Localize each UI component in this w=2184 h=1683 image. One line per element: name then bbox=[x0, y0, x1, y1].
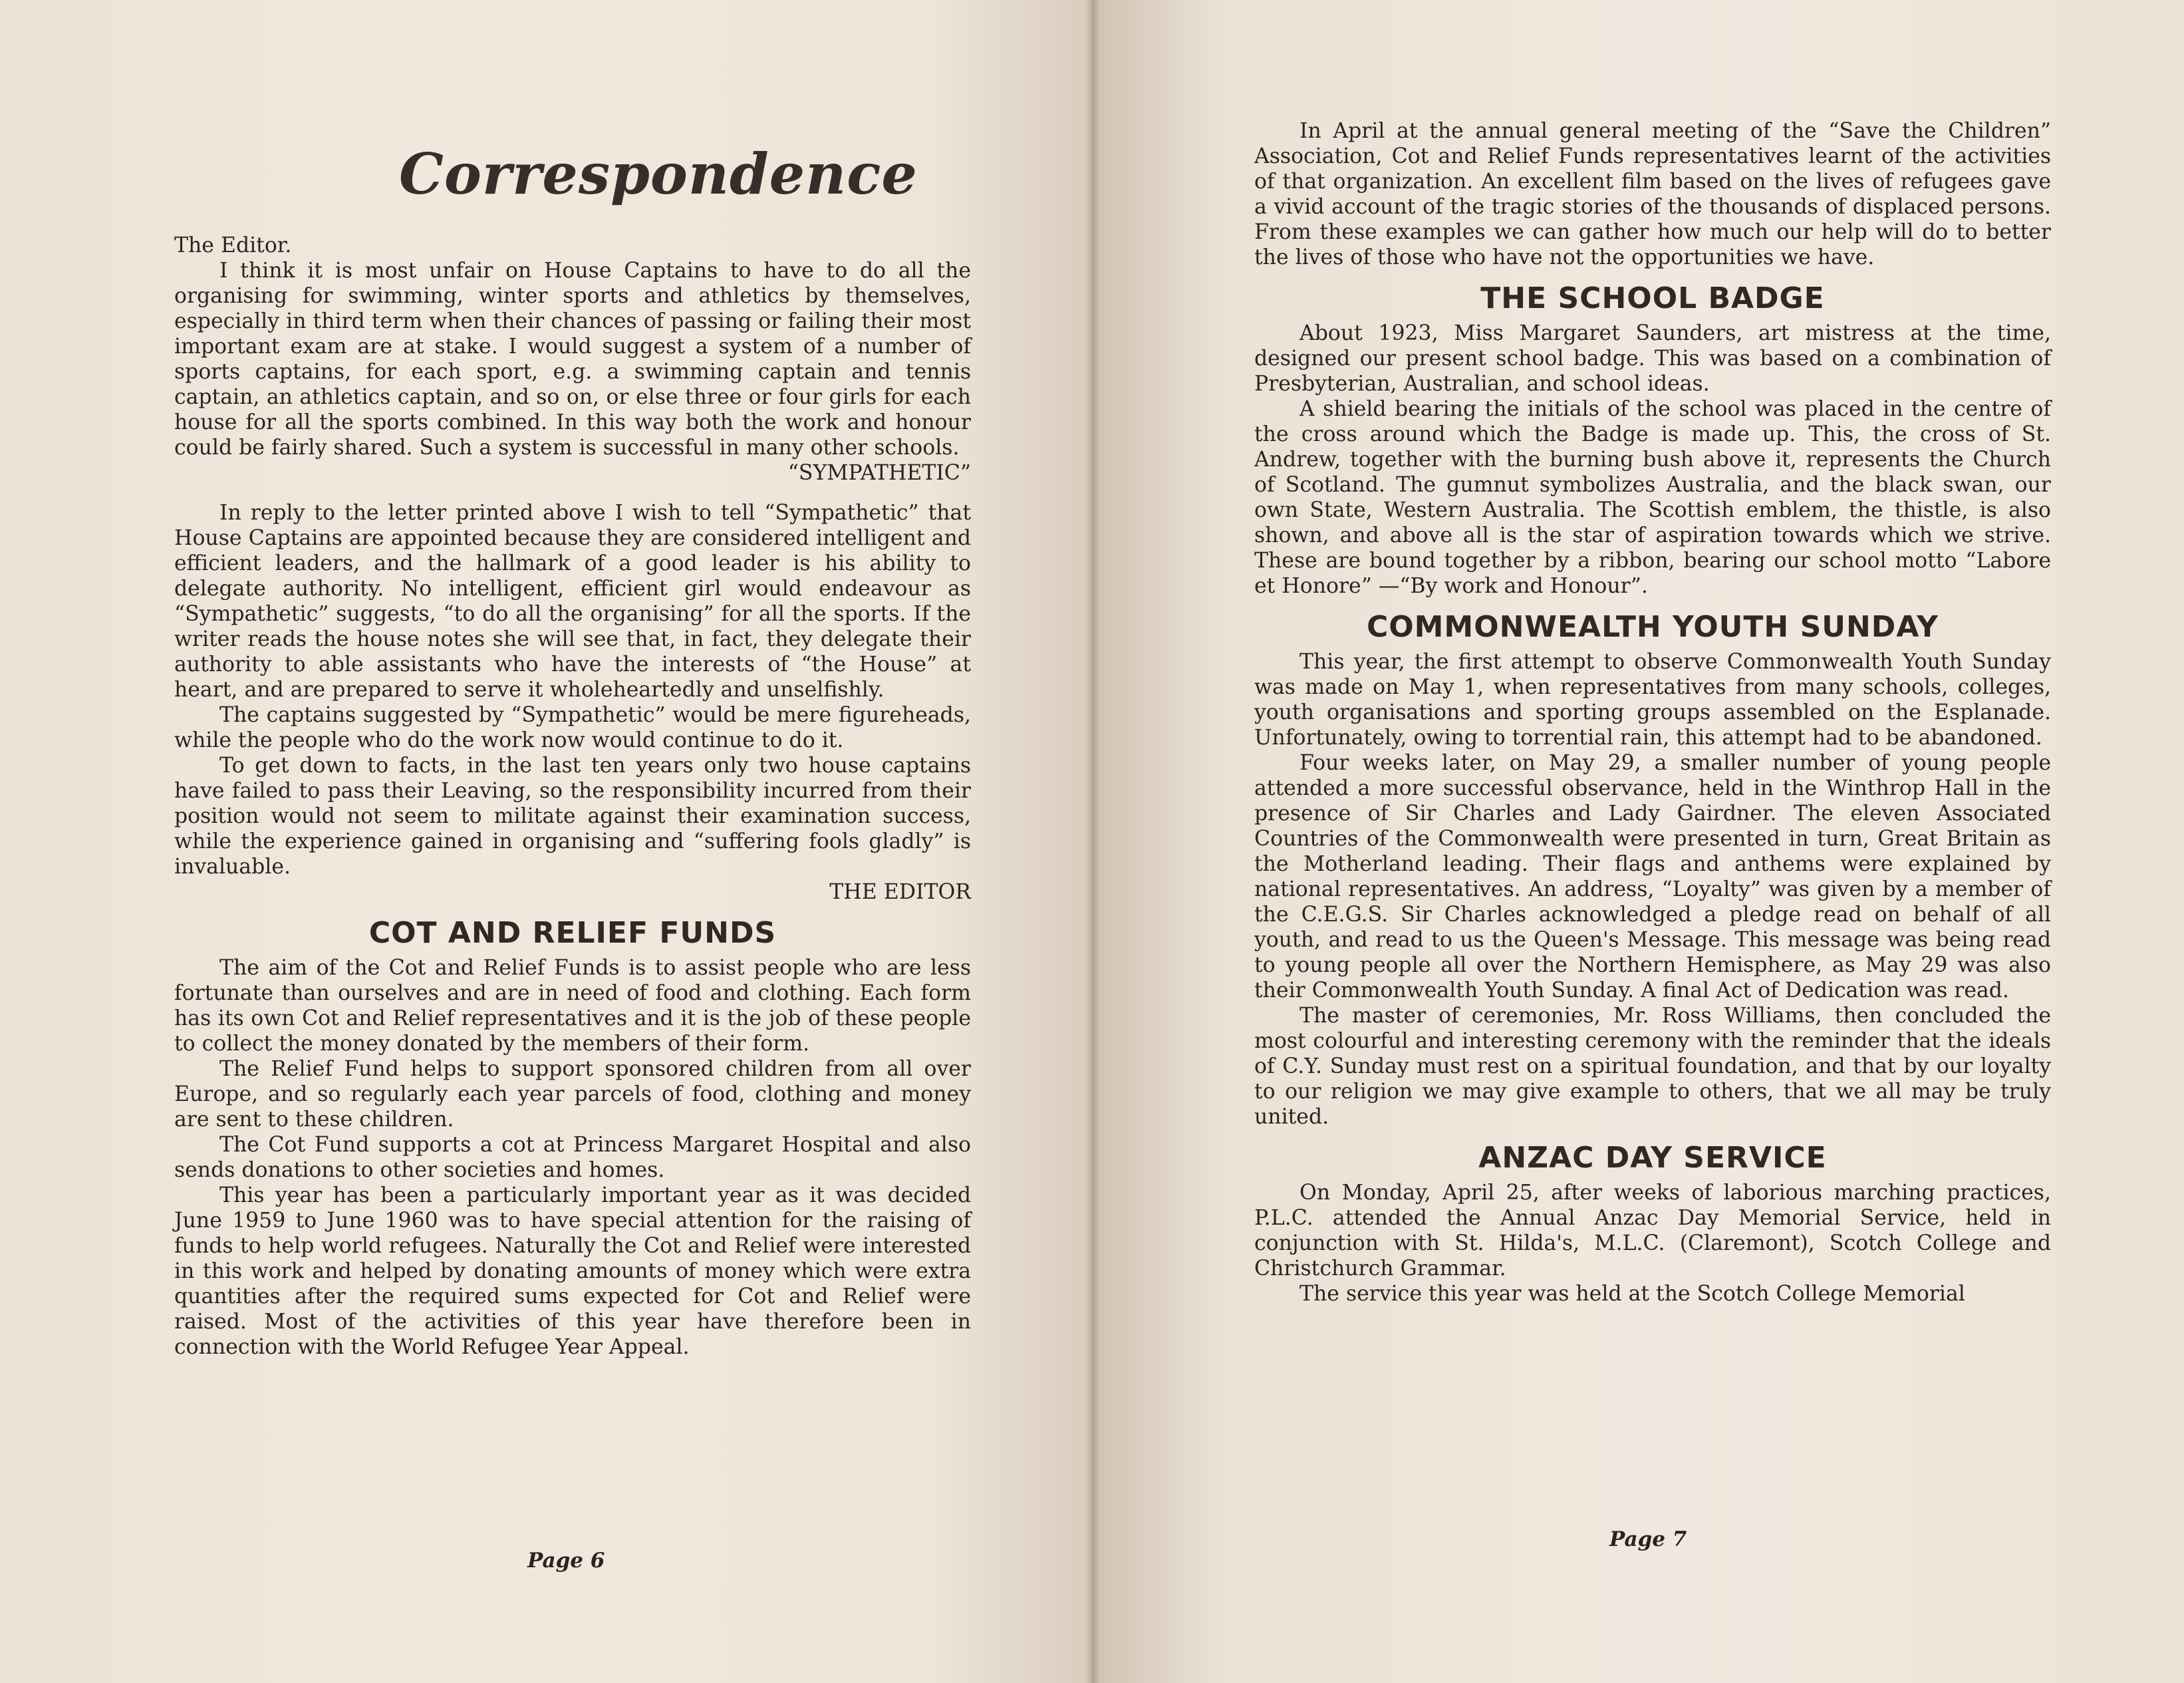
page-number: Page 6 bbox=[527, 1549, 605, 1573]
letter-body: I think it is most unfair on House Captains to have to do all the organising for swimming, winter sports and athletics by themselves, especially in third term when their chances of passing or failing their most important exam are at stake. I would suggest a system of a number of sports captains, for each sport, e.g. a swimming captain and tennis captain, an athletics captain, and so on, or else three or four girls for each house for all the sports combined. In this way both the work and honour could be fairly shared. Such a system is successful in many other schools. bbox=[174, 259, 971, 460]
cot-paragraph: The Cot Fund supports a cot at Princess Margaret Hospital and also sends donations to other societies and homes. bbox=[174, 1133, 971, 1182]
book-gutter bbox=[1085, 0, 1100, 1683]
left-column bbox=[174, 233, 971, 1360]
heading-school-badge: THE SCHOOL BADGE bbox=[1480, 281, 1825, 315]
intro-paragraph: In April at the annual general meeting of the “Save the Children” Association, Cot and Relief Funds representatives learnt of the activities of that organization. An excellent film based on the lives of refugees gave a vivid account of the tragic stories of the thousands of displaced persons. From these examples we can gather how much our help will do to better the lives of those who have not the opportunities we have. bbox=[1254, 119, 2051, 269]
heading-commonwealth-youth-sunday: COMMONWEALTH YOUTH SUNDAY bbox=[1366, 610, 1939, 644]
cot-paragraph: This year has been a particularly important year as it was decided June 1959 to June 1960 was to have special attention for the raising of funds to help world refugees. Naturally the Cot and Relief were interested in this work and helped by donating amounts of money which were extra quantities after the required sums expected for Cot and Relief were raised. Most of the activities of this year have therefore been in connection with the World Refugee Year Appeal. bbox=[174, 1183, 971, 1359]
page-number: Page 7 bbox=[1609, 1527, 1687, 1551]
cys-paragraph: The master of ceremonies, Mr. Ross Williams, then concluded the most colourful and interesting ceremony with the reminder that the ideals of C.Y. Sunday must rest on a spiritual foundation, and that by our loyalty to our religion we may give example to others, that we all may be truly united. bbox=[1254, 1004, 2051, 1129]
letter-salutation: The Editor. bbox=[174, 233, 292, 257]
reply-paragraph: The captains suggested by “Sympathetic” would be mere figureheads, while the people who do the work now would continue to do it. bbox=[174, 703, 971, 752]
heading-cot-relief: COT AND RELIEF FUNDS bbox=[368, 916, 777, 950]
cot-paragraph: The aim of the Cot and Relief Funds is to assist people who are less fortunate than ourselves and are in need of food and clothing. Each form has its own Cot and Relief representatives and it is the job of these people to collect the money donated by the members of their form. bbox=[174, 956, 971, 1056]
anzac-paragraph: On Monday, April 25, after weeks of laborious marching practices, P.L.C. attended the Annual Anzac Day Memorial Service, held in conjunction with St. Hilda's, M.L.C. (Claremont), Scotch College and Christchurch Grammar. bbox=[1254, 1181, 2051, 1281]
page-title: Correspondence bbox=[399, 141, 918, 207]
letter-signature: “SYMPATHETIC” bbox=[787, 461, 971, 485]
badge-paragraph: A shield bearing the initials of the school was placed in the centre of the cross around which the Badge is made up. This, the cross of St. Andrew, together with the burning bush above it, represents the Church of Scotland. The gumnut symbolizes Australia, and the black swan, our own State, Western Australia. The Scottish emblem, the thistle, is also shown, and above all is the star of aspiration towards which we strive. These are bound together by a ribbon, bearing our school motto “Labore et Honore” —“By work and Honour”. bbox=[1254, 397, 2051, 598]
heading-anzac-day: ANZAC DAY SERVICE bbox=[1478, 1141, 1827, 1175]
badge-paragraph: About 1923, Miss Margaret Saunders, art mistress at the time, designed our present school badge. This was based on a combination of Presbyterian, Australian, and school ideas. bbox=[1254, 321, 2051, 396]
cys-paragraph: This year, the first attempt to observe Commonwealth Youth Sunday was made on May 1, when representatives from many schools, colleges, youth organisations and sporting groups assembled on the Esplanade. Unfortunately, owing to torrential rain, this attempt had to be abandoned. bbox=[1254, 650, 2051, 750]
reply-paragraph: In reply to the letter printed above I wish to tell “Sympathetic” that House Captains are appointed because they are considered intelligent and efficient leaders, and the hallmark of a good leader is his ability to delegate authority. No intelligent, efficient girl would endeavour as “Sympathetic” suggests, “to do all the organising” for all the sports. If the writer reads the house notes she will see that, in fact, they delegate their authority to able assistants who have the interests of “the House” at heart, and are prepared to serve it wholeheartedly and unselfishly. bbox=[174, 501, 971, 702]
anzac-paragraph: The service this year was held at the Scotch College Memorial bbox=[1299, 1282, 1965, 1306]
reply-paragraph: To get down to facts, in the last ten years only two house captains have failed to pass their Leaving, so the responsibility incurred from their position would not seem to militate against their examination success, while the experience gained in organising and “suffering fools gladly” is invaluable. bbox=[174, 754, 971, 879]
cot-paragraph: The Relief Fund helps to support sponsored children from all over Europe, and so regularly each year parcels of food, clothing and money are sent to these children. bbox=[174, 1057, 971, 1132]
reply-signature: THE EDITOR bbox=[829, 880, 971, 904]
cys-paragraph: Four weeks later, on May 29, a smaller number of young people attended a more successful observance, held in the Winthrop Hall in the presence of Sir Charles and Lady Gairdner. The eleven Associated Countries of the Commonwealth were presented in turn, Great Britain as the Motherland leading. Their flags and anthems were explained by national representatives. An address, “Loyalty” was given by a member of the C.E.G.S. Sir Charles acknowledged a pledge read on behalf of all youth, and read to us the Queen's Message. This message was being read to young people all over the Northern Hemisphere, as May 29 was also their Commonwealth Youth Sunday. A final Act of Dedication was read. bbox=[1254, 751, 2051, 1002]
right-column bbox=[1254, 118, 2051, 1306]
